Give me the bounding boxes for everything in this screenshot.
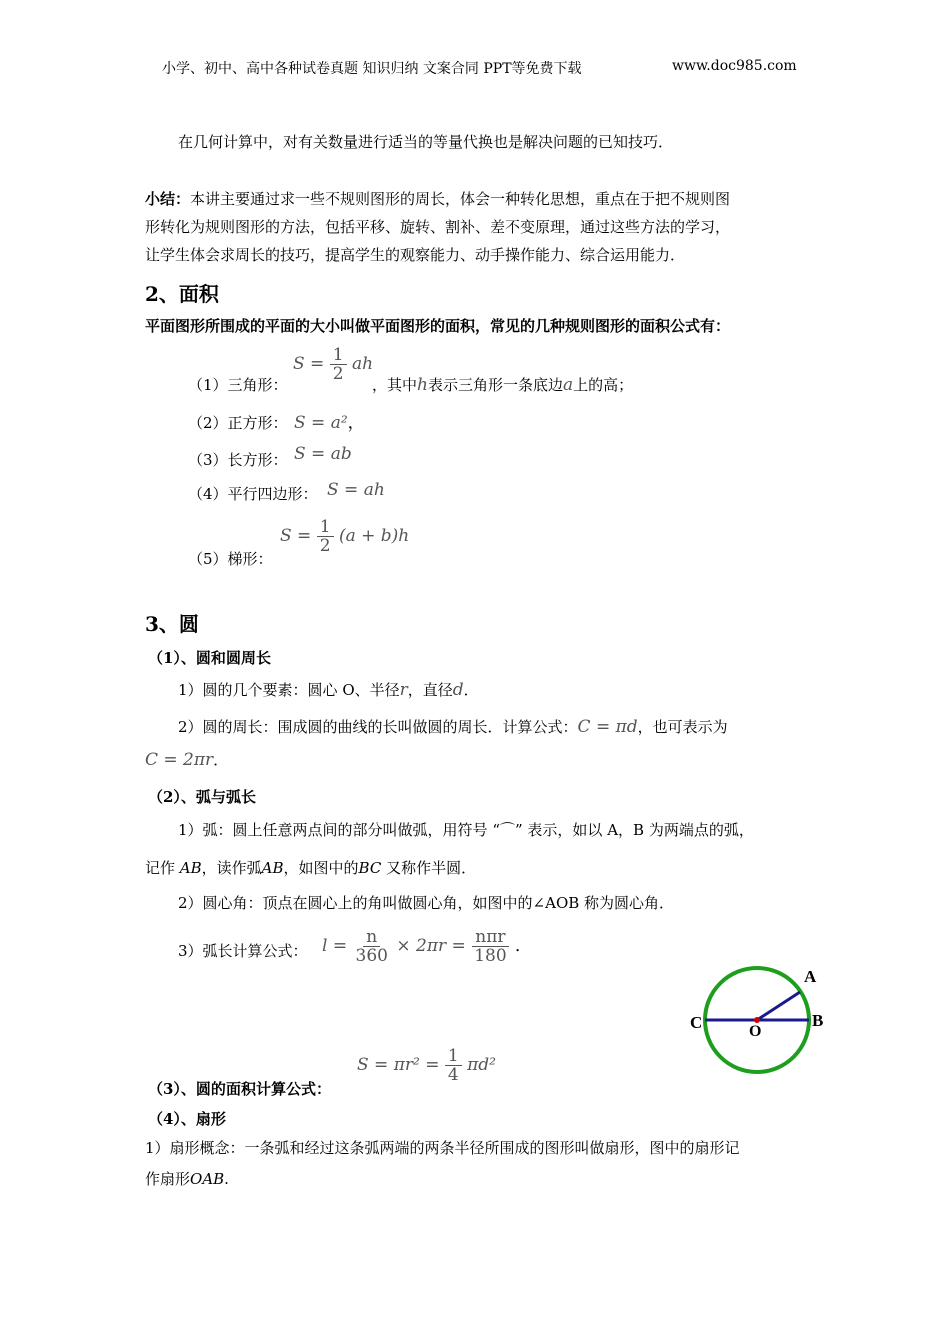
- label-b: B: [812, 1011, 824, 1030]
- summary-line2: 形转化为规则图形的方法，包括平移、旋转、割补、差不变原理，通过这些方法的学习，: [145, 218, 731, 236]
- sec2-item1-line2: 记作 AB，读作弧AB，如图中的BC 又称作半圆．: [145, 859, 477, 877]
- square-formula: S = a²，: [294, 413, 365, 433]
- fraction: $\frac{n}{360}$: [355, 927, 388, 966]
- header-left: 小学、初中、高中各种试卷真题 知识归纳 文案合同 PPT等免费下载: [162, 61, 582, 77]
- fraction: $\frac{1}{2}$: [330, 346, 347, 383]
- circle-figure: [690, 960, 840, 1075]
- circle-heading: 3、圆: [145, 612, 199, 636]
- rectangle-label: （3）长方形：: [188, 451, 288, 469]
- sec2-item2: 2）圆心角：顶点在圆心上的角叫做圆心角，如图中的∠AOB 称为圆心角．: [178, 894, 675, 912]
- trapezoid-label: （5）梯形：: [188, 550, 273, 568]
- sec2-item1: 1）弧：圆上任意两点间的部分叫做弧，用符号 “⌒” 表示，如以 A，B 为两端点的弧，: [178, 821, 754, 839]
- sec2-title: （2）、弧与弧长: [148, 788, 256, 806]
- area-intro: 平面图形所围成的平面的大小叫做平面图形的面积，常见的几种规则图形的面积公式有：: [145, 317, 731, 335]
- sec1-item2: 2）圆的周长：围成圆的曲线的长叫做圆的周长．计算公式：C = πd，也可表示为: [178, 717, 728, 737]
- label-a: A: [804, 967, 817, 986]
- fraction: $\frac{1}{4}$: [445, 1047, 462, 1084]
- triangle-formula: S = $\frac{1}{2}$ ah: [293, 345, 374, 384]
- sec4-line1: 1）扇形概念：一条弧和经过这条弧两端的两条半径所围成的图形叫做扇形，图中的扇形记: [145, 1139, 740, 1157]
- trapezoid-formula: S = $\frac{1}{2}$ (a + b)h: [280, 517, 410, 556]
- label-c: C: [690, 1013, 703, 1032]
- radius-oa-line: [757, 992, 800, 1020]
- sec2-item3-label: 3）弧长计算公式：: [178, 942, 308, 960]
- arc-length-formula: l = $\frac{n}{360}$ × 2πr = $\frac{\text{nπr}}{180}$ ．: [322, 927, 533, 966]
- sec3-title: （3）、圆的面积计算公式：: [148, 1080, 331, 1098]
- fraction: $\frac{\text{nπr}}{180}$: [474, 927, 507, 966]
- fraction: $\frac{1}{2}$: [317, 518, 334, 555]
- square-label: （2）正方形：: [188, 414, 288, 432]
- sec4-title: （4）、扇形: [148, 1110, 226, 1128]
- sec1-title: （1）、圆和圆周长: [148, 649, 271, 667]
- header-right: www.doc985.com: [672, 58, 797, 74]
- parallelogram-formula: S = ah: [327, 480, 385, 500]
- summary-line1: 小结：本讲主要通过求一些不规则图形的周长，体会一种转化思想，重点在于把不规则图: [145, 190, 731, 208]
- triangle-note: ，其中h表示三角形一条底边a上的高；: [372, 375, 634, 395]
- parallelogram-label: （4）平行四边形：: [188, 485, 318, 503]
- summary-line3: 让学生体会求周长的技巧，提高学生的观察能力、动手操作能力、综合运用能力．: [145, 246, 686, 264]
- label-o: O: [749, 1023, 762, 1040]
- rectangle-formula: S = ab: [294, 444, 352, 464]
- triangle-label: （1）三角形：: [188, 376, 288, 394]
- intro-text: 在几何计算中，对有关数量进行适当的等量代换也是解决问题的已知技巧．: [178, 133, 674, 151]
- area-heading: 2、面积: [145, 282, 219, 306]
- summary-label: 小结：: [145, 190, 191, 208]
- sec1-item1: 1）圆的几个要素：圆心 O、半径r，直径d．: [178, 680, 479, 700]
- sec4-line2: 作扇形OAB.: [145, 1170, 229, 1188]
- sec1-item2-cont: C = 2πr．: [145, 750, 229, 770]
- circle-area-formula: S = πr² = $\frac{1}{4}$ πd²: [357, 1046, 496, 1085]
